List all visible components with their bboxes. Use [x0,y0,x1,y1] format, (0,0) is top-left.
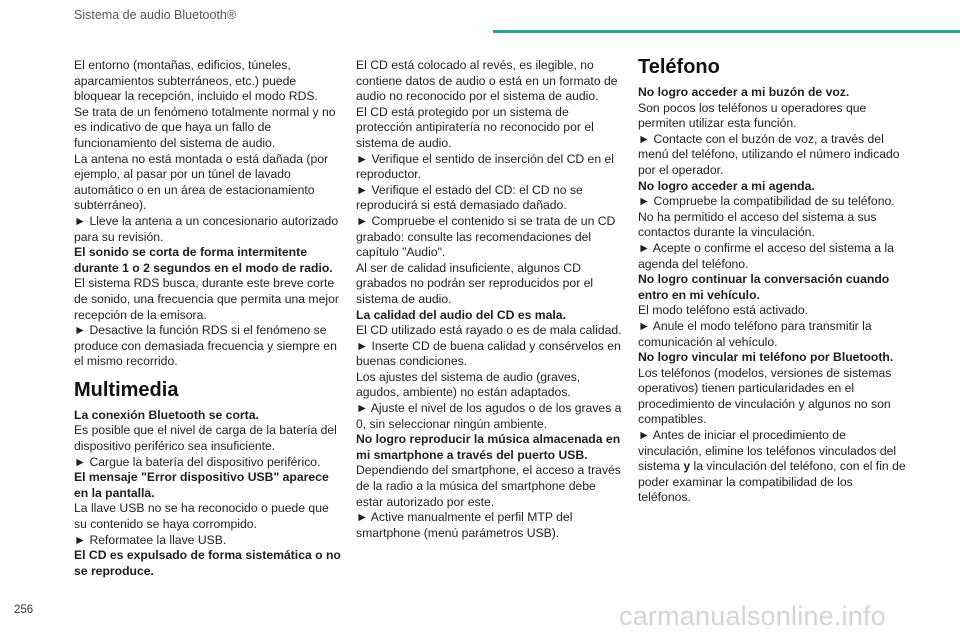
paragraph: El CD está colocado al revés, es ilegible, no contiene datos de audio o está en un formato de audio no reconocido por el sistema de audio. [356,58,618,104]
column-right [638,55,908,506]
instruction: ► Desactive la función RDS si el fenómeno se produce con demasiada frecuencia y siempre en el mismo recorrido. [74,323,337,369]
column-left [74,58,344,579]
page-header-title: Sistema de audio Bluetooth® [74,8,237,22]
issue-heading: El sonido se corta de forma intermitente durante 1 o 2 segundos en el modo de radio. [74,245,333,275]
column-middle [356,58,626,541]
instruction [638,428,908,506]
instruction: ► Ajuste el nivel de los agudos o de los graves a 0, sin seleccionar ningún ambiente. [356,401,622,431]
instruction: ► Verifique el sentido de inserción del CD en el reproductor. [356,151,614,182]
paragraph: No ha permitido el acceso del sistema a sus contactos durante la vinculación. [638,209,877,240]
paragraph: Son pocos los teléfonos u operadores que permiten utilizar esta función. [638,100,867,131]
instruction: ► Anule el modo teléfono para transmitir la comunicación al vehículo. [638,318,872,349]
instruction: ► Contacte con el buzón de voz, a través del menú del teléfono, utilizando el número indicado por el operador. [638,131,900,177]
paragraph: Los teléfonos (modelos, versiones de sistemas operativos) tienen particularidades en el procedimiento de vinculación y algunos no son compatibles. [638,365,892,427]
instruction: ► Active manualmente el perfil MTP del smartphone (menú parámetros USB). [356,510,573,540]
issue-heading: No logro acceder a mi buzón de voz. [638,85,850,99]
instruction: ► Reformatee la llave USB. [74,532,227,547]
issue-heading: El CD es expulsado de forma sistemática o no se reproduce. [74,548,341,578]
paragraph: Los ajustes del sistema de audio (graves, agudos, ambiente) no están adaptados. [356,369,581,400]
header-accent-bar [493,30,960,33]
issue-heading: No logro acceder a mi agenda. [638,178,815,193]
issue-heading: La calidad del audio del CD es mala. [356,307,566,322]
paragraph: El entorno (montañas, edificios, túneles, aparcamientos subterráneos, etc.) puede bloquear la recepción, incluido el modo RDS. [74,58,318,104]
paragraph: El CD utilizado está rayado o es de mala calidad. [356,323,622,338]
instruction: ► Verifique el estado del CD: el CD no se reproducirá si está demasiado dañado. [356,182,583,213]
instruction: ► Compruebe la compatibilidad de su teléfono. [638,194,895,209]
paragraph: La llave USB no se ha reconocido o puede que su contenido se haya corrompido. [74,501,329,532]
instruction: ► Lleve la antena a un concesionario autorizado para su revisión. [74,213,339,244]
instruction-text: ► Antes de iniciar el procedimiento de vinculación, elimine los teléfonos vinculados del sistema [638,428,897,474]
paragraph: El CD está protegido por un sistema de protección antipiratería no reconocido por el sistema de audio. [356,104,594,150]
paragraph: Al ser de calidad insuficiente, algunos CD grabados no podrán ser reproducidos por el sistema de audio. [356,260,594,306]
instruction: ► Inserte CD de buena calidad y consérvelos en buenas condiciones. [356,338,621,369]
paragraph: La antena no está montada o está dañada (por ejemplo, al pasar por un túnel de lavado automático o en un área de estacionamiento subterráneo). [74,151,329,213]
page-number: 256 [14,604,34,616]
issue-heading: El mensaje "Error dispositivo USB" aparece en la pantalla. [74,470,329,500]
issue-heading: No logro reproducir la música almacenada en mi smartphone a través del puerto USB. [356,432,621,462]
instruction-emphasis: y [683,459,691,474]
issue-heading: No logro vincular mi teléfono por Bluetooth. [638,350,894,365]
paragraph: Se trata de un fenómeno totalmente normal y no es indicativo de que haya un fallo de funcionamiento del sistema de audio. [74,104,336,150]
section-heading-telefono: Teléfono [638,56,720,78]
watermark: carmanualsonline.info [619,601,886,631]
section-heading-multimedia: Multimedia [74,378,179,401]
instruction: ► Cargue la batería del dispositivo periférico. [74,454,321,469]
instruction: ► Compruebe el contenido si se trata de un CD grabado: consulte las recomendaciones del capítulo "Audio". [356,213,616,260]
issue-heading: La conexión Bluetooth se corta. [74,407,259,422]
instruction: ► Acepte o confirme el acceso del sistema a la agenda del teléfono. [638,240,894,271]
instruction-text: la vinculación del teléfono, con el fin de poder examinar la compatibilidad de los teléfonos. [638,459,906,505]
issue-heading: No logro continuar la conversación cuando entro en mi vehículo. [638,272,890,302]
paragraph: Dependiendo del smartphone, el acceso a través de la radio a la música del smartphone debe estar autorizado por este. [356,463,621,509]
paragraph: El sistema RDS busca, durante este breve corte de sonido, una frecuencia que permita una mejor recepción de la emisora. [74,276,339,322]
paragraph: El modo teléfono está activado. [638,303,809,318]
paragraph: Es posible que el nivel de carga de la batería del dispositivo periférico sea insuficiente. [74,423,337,454]
